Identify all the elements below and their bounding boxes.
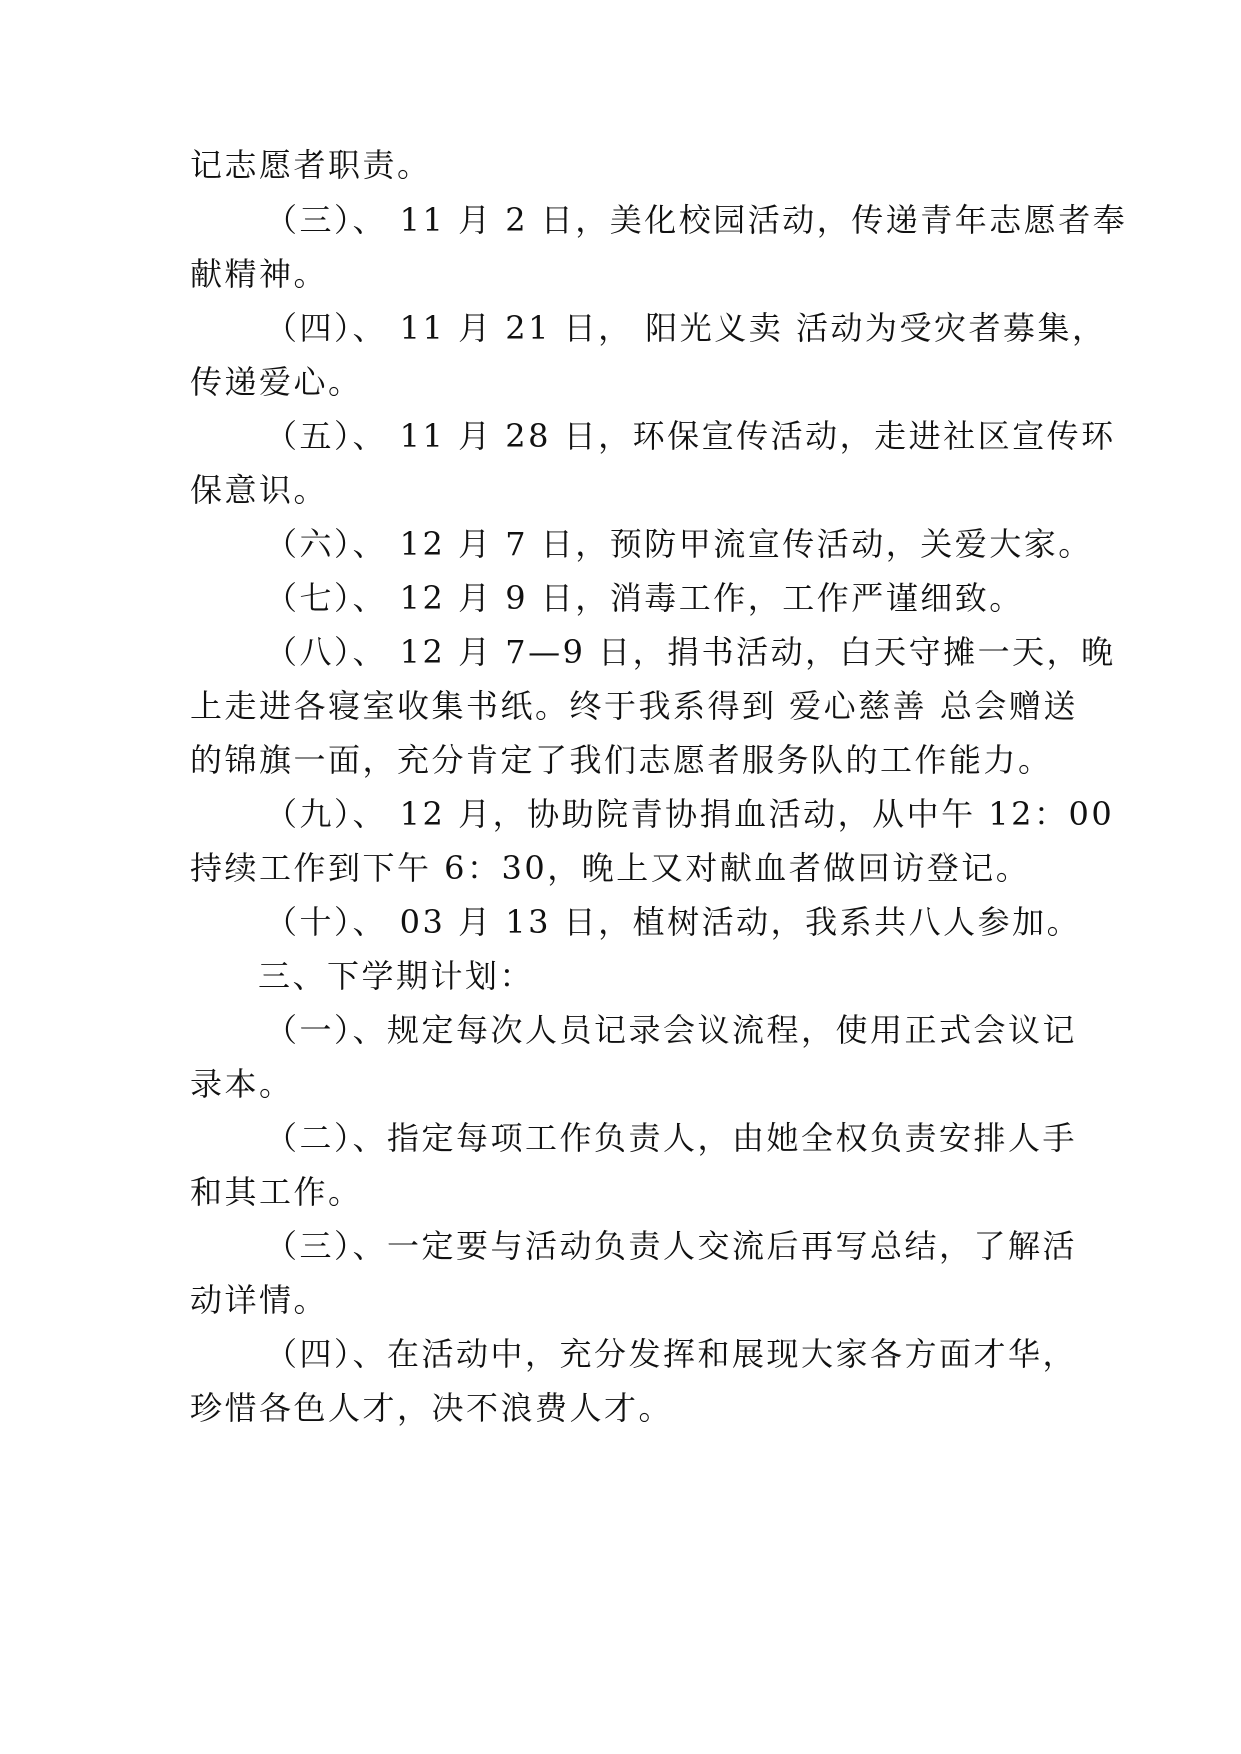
text-line: （六）、 12 月 7 日，预防甲流宣传活动，关爱大家。 <box>265 525 1093 563</box>
text-line: 珍惜各色人才，决不浪费人才。 <box>190 1389 674 1427</box>
text-line: （五）、 11 月 28 日，环保宣传活动，走进社区宣传环 <box>265 417 1116 455</box>
text-line: （一）、规定每次人员记录会议流程，使用正式会议记 <box>265 1011 1078 1049</box>
text-line: 录本。 <box>190 1065 294 1103</box>
text-line: （九）、 12 月，协助院青协捐血活动，从中午 12：00 <box>265 795 1115 833</box>
text-line: 动详情。 <box>190 1281 329 1319</box>
text-line: 的锦旗一面，充分肯定了我们志愿者服务队的工作能力。 <box>190 741 1053 779</box>
text-line: （四）、在活动中，充分发挥和展现大家各方面才华， <box>265 1335 1078 1373</box>
text-line: 保意识。 <box>190 471 329 509</box>
section-heading: 三、下学期计划： <box>258 957 535 995</box>
text-line: （三）、 11 月 2 日，美化校园活动，传递青年志愿者奉 <box>265 201 1128 239</box>
text-line: （七）、 12 月 9 日，消毒工作，工作严谨细致。 <box>265 579 1024 617</box>
text-line: （十）、 03 月 13 日，植树活动，我系共八人参加。 <box>265 903 1082 941</box>
text-line: 献精神。 <box>190 255 329 293</box>
text-line: 传递爱心。 <box>190 363 363 401</box>
text-line: （八）、 12 月 7—9 日，捐书活动，白天守摊一天，晚 <box>265 633 1116 671</box>
text-line: （二）、指定每项工作负责人，由她全权负责安排人手 <box>265 1119 1078 1157</box>
text-line: （四）、 11 月 21 日， 阳光义卖 活动为受灾者募集， <box>265 309 1107 347</box>
text-line: 上走进各寝室收集书纸。终于我系得到 爱心慈善 总会赠送 <box>190 687 1078 725</box>
text-line: （三）、一定要与活动负责人交流后再写总结，了解活 <box>265 1227 1078 1265</box>
text-line: 和其工作。 <box>190 1173 363 1211</box>
text-line: 持续工作到下午 6：30，晚上又对献血者做回访登记。 <box>190 849 1031 887</box>
text-line: 记志愿者职责。 <box>190 146 432 184</box>
